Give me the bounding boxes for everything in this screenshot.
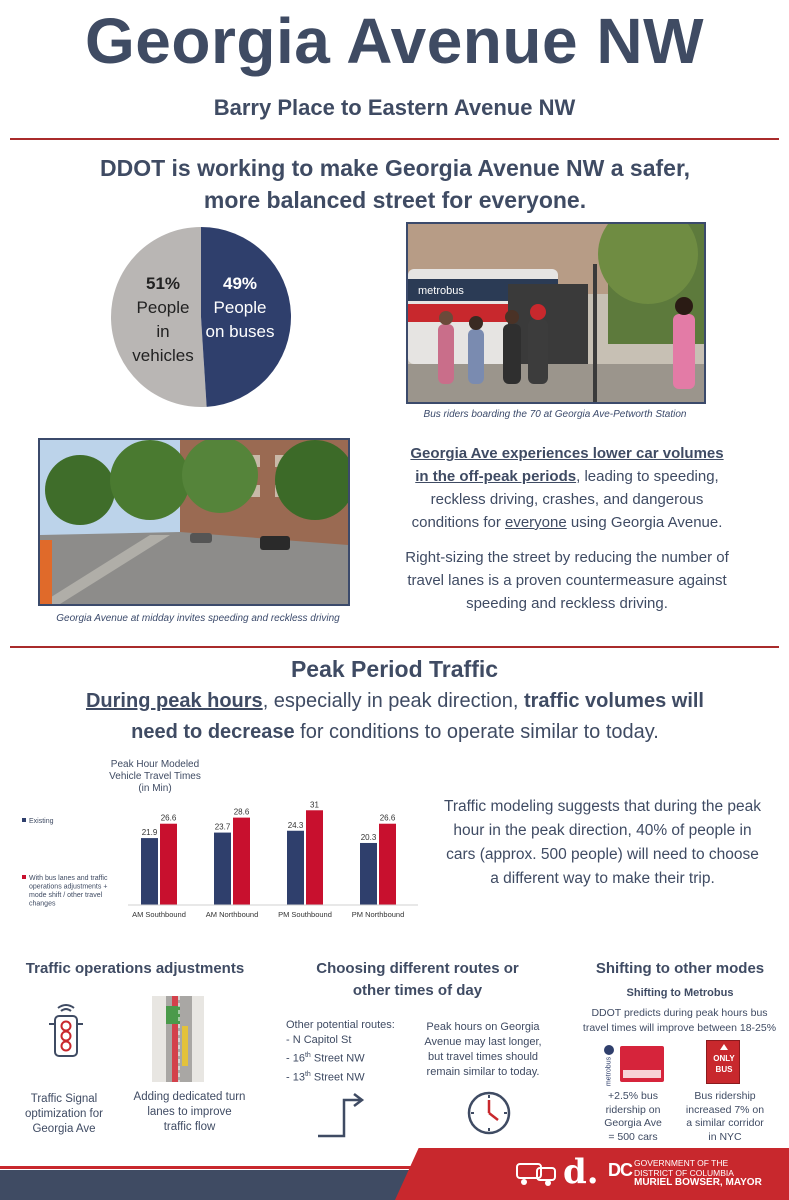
prediction-line-2: travel times will improve between 18-25% [582, 1022, 777, 1034]
chart-category-label: AM Southbound [132, 910, 186, 919]
peak-mid: , especially in peak direction, [262, 690, 524, 712]
chart-bar [287, 831, 304, 905]
divider-top [10, 138, 779, 140]
chart-data-label: 26.6 [160, 813, 177, 823]
turn-lane-diagram-icon [152, 996, 204, 1082]
modeling-line-3: cars (approx. 500 people) will need to choose [446, 846, 759, 863]
mayor-line: MURIEL BOWSER, MAYOR [634, 1177, 762, 1188]
chart-legend [22, 818, 108, 908]
chart-data-label: 21.9 [141, 828, 158, 838]
chart-bars [132, 800, 404, 919]
rightsizing-line-1: Right-sizing the street by reducing the number of [405, 549, 729, 566]
intro-headline [40, 152, 750, 216]
metrobus-vertical-logo [603, 1044, 615, 1088]
chart-bar [360, 843, 377, 905]
modeling-line-2: hour in the peak direction, 40% of people in [453, 822, 752, 839]
offpeak-rest-4: using Georgia Avenue. [566, 514, 723, 531]
route-turn-arrow-icon [316, 1092, 368, 1138]
offpeak-lead-1: Georgia Ave experiences lower car volumes [410, 445, 724, 462]
modes-subtitle: Shifting to Metrobus [626, 987, 734, 999]
chart-bar [141, 838, 158, 905]
rightsizing-line-2: travel lanes is a proven countermeasure against [407, 572, 727, 589]
route-3: - 13th Street NW [286, 1070, 365, 1084]
turn-line-3: traffic flow [163, 1121, 216, 1133]
rider-line-2: ridership on [605, 1103, 661, 1116]
legend-swatch-proposed [22, 875, 26, 879]
legend-label-proposed-line: mode shift / other travel [29, 892, 103, 899]
only-text: ONLY [713, 1054, 735, 1063]
caption-street: Georgia Avenue at midday invites speeding and reckless driving [56, 613, 340, 624]
chart-data-label: 20.3 [360, 832, 377, 842]
chart-data-label: 26.6 [379, 813, 396, 823]
vehicles-label-2: in [156, 322, 170, 341]
bus-text: BUS [715, 1065, 733, 1074]
legend-label-proposed-line: changes [29, 900, 56, 908]
routes-title [290, 958, 545, 1002]
vehicles-label-1: People [136, 298, 190, 317]
ddot-d-logo: d. [563, 1152, 599, 1192]
chart-bar [160, 824, 177, 905]
signal-line-2: optimization for [25, 1108, 103, 1120]
clock-icon [466, 1090, 512, 1136]
other-routes-label: Other potential routes: [286, 1019, 395, 1031]
gov-line-1: GOVERNMENT OF THE [634, 1158, 729, 1168]
pie-label-buses [200, 272, 280, 344]
offpeak-rest-2: reckless driving, crashes, and dangerous [430, 491, 704, 508]
chart-data-label: 23.7 [214, 822, 231, 832]
chart-category-label: PM Southbound [278, 910, 332, 919]
offpeak-rest-3: conditions for [411, 514, 505, 531]
chart-data-label: 28.6 [233, 807, 250, 817]
nyc-ridership-stat [680, 1090, 770, 1144]
other-routes-list [286, 1018, 416, 1085]
peak-note-4: remain similar to today. [426, 1066, 540, 1078]
peak-bold-1: traffic volumes will [523, 690, 704, 712]
peak-hours-note [418, 1020, 548, 1080]
chart-bar [214, 833, 231, 905]
peak-bold-2: need to decrease [131, 721, 295, 743]
buses-label-2: on buses [205, 322, 275, 341]
rider-line-3: Georgia Ave [604, 1117, 662, 1129]
chart-bar [379, 824, 396, 905]
buses-label-1: People [213, 298, 267, 317]
up-arrow-icon [720, 1044, 728, 1050]
routes-title-2: other times of day [352, 982, 483, 999]
rider-line-1: +2.5% bus [608, 1090, 658, 1102]
chart-category-label: AM Northbound [205, 910, 259, 919]
offpeak-lead-2: in the off-peak periods [415, 468, 577, 485]
buses-percent: 49% [222, 274, 258, 293]
turn-line-1: Adding dedicated turn [133, 1091, 246, 1103]
rightsizing-line-3: speeding and reckless driving. [466, 595, 668, 612]
pie-label-vehicles [118, 272, 208, 368]
page-title: Georgia Avenue NW [85, 5, 704, 77]
traffic-signal-icon [40, 1000, 92, 1062]
caption-bus: Bus riders boarding the 70 at Georgia Ave-Petworth Station [423, 409, 687, 420]
modeling-line-1: Traffic modeling suggests that during the peak [443, 798, 762, 815]
peak-note-1: Peak hours on Georgia [426, 1021, 540, 1033]
peak-note-3: but travel times should [427, 1051, 539, 1063]
divider-middle [10, 646, 779, 648]
peak-note-2: Avenue may last longer, [424, 1036, 542, 1048]
metrobus-ridership-stat [598, 1090, 668, 1144]
modeling-paragraph [430, 795, 775, 891]
travel-time-chart [20, 755, 420, 925]
peak-end: for conditions to operate similar to today. [294, 721, 659, 743]
rider-line-4: = 500 cars [608, 1130, 658, 1143]
bus-boarding-illustration [408, 224, 704, 402]
vehicles-percent: 51% [145, 274, 181, 293]
street-illustration [40, 440, 348, 604]
offpeak-rest-1: , leading to speeding, [576, 468, 719, 485]
footer-band-navy [0, 1170, 420, 1200]
chart-title-line: Peak Hour Modeled [110, 759, 200, 770]
offpeak-paragraph [372, 442, 762, 534]
legend-label-proposed-line: operations adjustments + [29, 883, 108, 891]
dc-logo: DC [608, 1160, 632, 1180]
photo-bus-boarding [406, 222, 706, 404]
prediction-line-1: DDOT predicts during peak hours bus [591, 1007, 768, 1019]
chart-bar [306, 810, 323, 905]
headline-line-2: more balanced street for everyone. [203, 187, 587, 213]
bus-prediction [572, 1006, 787, 1036]
route-2: - 16th Street NW [286, 1052, 365, 1065]
headline-line-1: DDOT is working to make Georgia Avenue NW a safer, [99, 155, 691, 181]
chart-bar [233, 818, 250, 905]
legend-label-proposed-line: With bus lanes and traffic [29, 875, 108, 882]
legend-label-existing: Existing [29, 818, 54, 825]
routes-title-1: Choosing different routes or [316, 960, 519, 977]
peak-title: Peak Period Traffic [290, 656, 499, 682]
gov-line-2: DISTRICT OF COLUMBIA [634, 1168, 734, 1178]
chart-category-label: PM Northbound [351, 910, 405, 919]
rightsizing-paragraph [372, 546, 762, 615]
route-1: - N Capitol St [286, 1034, 352, 1046]
bus-sign-text: metrobus [418, 285, 464, 297]
nyc-line-1: Bus ridership [694, 1090, 756, 1102]
peak-during: During peak hours [85, 690, 263, 712]
metrobus-card-icon [620, 1046, 664, 1082]
offpeak-everyone: everyone [505, 514, 567, 531]
turn-line-2: lanes to improve [147, 1106, 232, 1118]
nyc-line-4: in NYC [708, 1130, 742, 1143]
chart-title-line: (in Min) [138, 783, 172, 794]
chart-data-label: 24.3 [287, 820, 304, 830]
modeling-line-4: a different way to make their trip. [490, 870, 715, 887]
signal-line-1: Traffic Signal [30, 1093, 98, 1105]
vehicles-label-3: vehicles [132, 346, 194, 365]
turn-lanes-label [122, 1090, 257, 1135]
signal-line-3: Georgia Ave [32, 1123, 96, 1135]
government-text [634, 1158, 784, 1188]
chart-title [109, 759, 201, 794]
bus-only-sign-icon [706, 1040, 740, 1084]
peak-statement [30, 686, 760, 748]
chart-title-line: Vehicle Travel Times [109, 771, 201, 782]
signal-optimization-label [14, 1092, 114, 1137]
footer-strip-red [0, 1166, 420, 1169]
page-subtitle: Barry Place to Eastern Avenue NW [213, 95, 576, 120]
photo-georgia-avenue [38, 438, 350, 606]
modes-title: Shifting to other modes [595, 960, 765, 977]
ops-title: Traffic operations adjustments [25, 960, 245, 977]
nyc-line-3: a similar corridor [686, 1117, 764, 1129]
metrobus-vertical-text: metrobus [605, 1056, 613, 1087]
legend-swatch-existing [22, 818, 26, 822]
vehicle-icons-logo [515, 1158, 559, 1188]
chart-data-label: 31 [310, 800, 319, 810]
nyc-line-2: increased 7% on [685, 1103, 765, 1116]
